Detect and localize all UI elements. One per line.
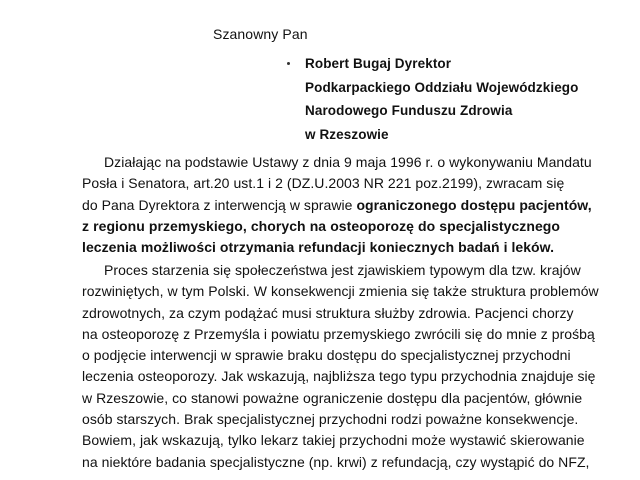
paragraph-line: osób starszych. Brak specjalistycznej przychodni rodzi poważne konsekwencje.	[82, 411, 579, 428]
paragraph-body	[82, 260, 599, 473]
paragraph-line: Proces starzenia się społeczeństwa jest zjawiskiem typowym dla tzw. krajów	[104, 262, 581, 278]
recipient-office: Podkarpackiego Oddziału Wojewódzkiego	[305, 79, 579, 95]
recipient-institution: Narodowego Funduszu Zdrowia	[305, 103, 513, 118]
paragraph-line: rozwiniętych, w tym Polski. W konsekwencji zmienia się także struktura problemów	[82, 283, 599, 300]
paragraph-line: na osteoporozę z Przemyśla i powiatu przemyskiego zwrócili się do mnie z prośbą	[82, 325, 595, 342]
paragraph-line	[82, 216, 560, 237]
paragraph-line	[82, 237, 560, 258]
paragraph-line: w Rzeszowie, co stanowi poważne ograniczenie dostępu dla pacjentów, głównie	[82, 389, 583, 406]
text-bold: leczenia możliwości otrzymania refundacji koniecznych badań i leków.	[82, 239, 555, 256]
text-bold: ograniczonego dostępu pacjentów,	[356, 196, 592, 213]
paragraph-line: Działając na podstawie Ustawy z dnia 9 maja 1996 r. o wykonywaniu Mandatu	[104, 154, 592, 170]
paragraph-line: zdrowotnych, za czym podążać musi struktura służby zdrowia. Pacjenci chorzy	[82, 304, 574, 321]
recipient-city: w Rzeszowie	[305, 126, 389, 142]
text-plain: do Pana Dyrektora z interwencją w sprawie	[82, 196, 357, 213]
paragraph-line: leczenia osteoporozy. Jak wskazują, najbliższa tego typu przychodnia znajduje się	[82, 368, 596, 385]
paragraph-line: Posła i Senatora, art.20 ust.1 i 2 (DZ.U.2003 NR 221 poz.2199), zwracam się	[82, 175, 565, 192]
paragraph-intro	[82, 152, 592, 258]
recipient-block	[305, 52, 579, 146]
paragraph-line: o podjęcie interwencji w sprawie braku dostępu do specjalistycznej przychodni	[82, 347, 571, 364]
paragraph-line	[82, 195, 592, 216]
paragraph-line: Bowiem, jak wskazują, tylko lekarz takiej przychodni może wystawić skierowanie	[82, 432, 585, 449]
scan-mark	[287, 62, 290, 65]
salutation: Szanowny Pan	[213, 26, 308, 42]
paragraph-line: na niektóre badania specjalistyczne (np. krwi) z refundacją, czy wystąpić do NFZ,	[82, 453, 590, 470]
text-bold: z regionu przemyskiego, chorych na osteoporozę do specjalistycznego	[82, 217, 560, 234]
recipient-name: Robert Bugaj Dyrektor	[305, 56, 452, 71]
